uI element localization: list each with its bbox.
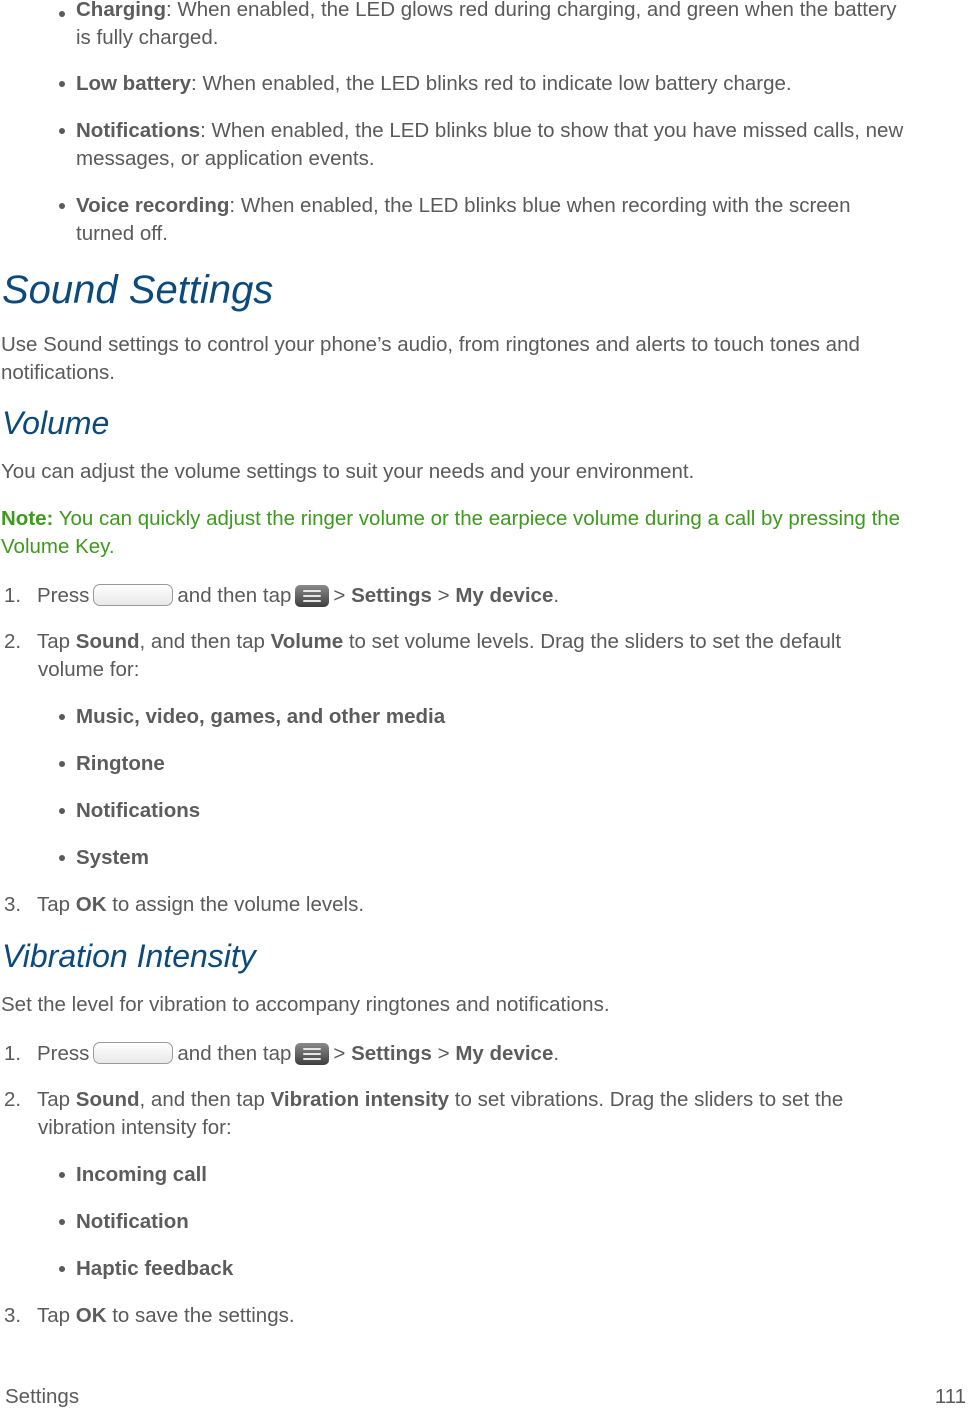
step-gt: > [333,1042,346,1065]
step-settings: Settings [351,1042,432,1065]
step-tap: Tap [37,630,71,653]
bullet-text: : When enabled, the LED blinks blue when recording with the screen [229,194,851,217]
section-title-sound-settings: Sound Settings [2,268,274,312]
step-gt: > [333,584,346,607]
step-mid: , and then tap [139,1088,265,1111]
bullet-notifications [76,117,903,145]
volume-step-2-cont: volume for: [38,658,140,681]
step-period: . [553,1042,560,1065]
menu-key-icon [295,1043,329,1065]
step-press: Press [37,1042,90,1065]
step-number: 2. [4,1088,22,1111]
bullet-text: : When enabled, the LED blinks red to indicate low battery charge. [191,72,792,95]
bullet-term: Low battery [76,72,192,95]
step-mid: , and then tap [139,630,265,653]
bullet-dot-icon [59,1266,65,1272]
volume-item-media: Music, video, games, and other media [76,705,446,728]
bullet-dot-icon [59,81,65,87]
bullet-term: Notifications [76,119,201,142]
bullet-dot-icon [59,714,65,720]
bullet-dot-icon [59,1172,65,1178]
volume-item-ringtone: Ringtone [76,752,165,775]
footer-section-name: Settings [5,1385,80,1408]
bullet-text-cont: messages, or application events. [76,147,375,170]
bullet-term: Charging [76,0,166,21]
home-key-icon [93,584,173,606]
step-sound: Sound [75,1088,140,1111]
step-my-device: My device [455,584,554,607]
bullet-charging [76,0,896,24]
step-ok: OK [75,893,107,916]
footer-page-number: 111 [934,1385,966,1408]
volume-item-system: System [76,846,149,869]
step-press: Press [37,584,90,607]
sound-description-cont: notifications. [1,361,115,384]
step-rest: to set vibrations. Drag the sliders to set the [449,1088,844,1111]
bullet-dot-icon [59,855,65,861]
bullet-dot-icon [59,11,65,17]
note-label: Note: [1,507,54,530]
step-tap: Tap [37,1088,71,1111]
step-number: 3. [4,893,22,916]
volume-item-notifications: Notifications [76,799,201,822]
step-vibration-intensity: Vibration intensity [270,1088,450,1111]
step-gt: > [437,584,450,607]
bullet-dot-icon [59,128,65,134]
volume-note [1,505,900,533]
volume-description: You can adjust the volume settings to suit your needs and your environment. [1,460,695,483]
bullet-voice-recording [76,192,850,220]
step-rest: to set volume levels. Drag the sliders to set the default [343,630,842,653]
menu-key-icon [295,585,329,607]
home-key-icon [93,1042,173,1064]
step-gt: > [437,1042,450,1065]
bullet-dot-icon [59,808,65,814]
step-rest: to assign the volume levels. [106,893,365,916]
step-ok: OK [75,1304,107,1327]
vibration-step-2-cont: vibration intensity for: [38,1116,232,1139]
bullet-term: Voice recording [76,194,230,217]
vibration-item-incoming-call: Incoming call [76,1163,207,1186]
step-then: and then tap [177,1042,292,1065]
step-number: 3. [4,1304,22,1327]
step-tap: Tap [37,893,71,916]
subsection-title-volume: Volume [2,405,110,441]
step-tap: Tap [37,1304,71,1327]
step-number: 1. [4,584,22,607]
step-my-device: My device [455,1042,554,1065]
bullet-dot-icon [59,761,65,767]
step-number: 2. [4,630,22,653]
step-number: 1. [4,1042,22,1065]
step-sound: Sound [75,630,140,653]
step-volume: Volume [270,630,344,653]
note-text: You can quickly adjust the ringer volume or the earpiece volume during a call by pressing the [53,507,901,530]
subsection-title-vibration-intensity: Vibration Intensity [2,938,256,974]
sound-description: Use Sound settings to control your phone’s audio, from ringtones and alerts to touch tones and [1,333,860,356]
step-then: and then tap [177,584,292,607]
step-rest: to save the settings. [106,1304,295,1327]
vibration-item-haptic-feedback: Haptic feedback [76,1257,234,1280]
bullet-text: : When enabled, the LED blinks blue to show that you have missed calls, new [200,119,904,142]
bullet-text-cont: turned off. [76,222,168,245]
step-period: . [553,584,560,607]
bullet-low-battery [76,70,792,98]
bullet-dot-icon [59,203,65,209]
step-settings: Settings [351,584,432,607]
bullet-text: : When enabled, the LED glows red during charging, and green when the battery [165,0,897,21]
vibration-item-notification: Notification [76,1210,189,1233]
bullet-dot-icon [59,1219,65,1225]
vibration-description: Set the level for vibration to accompany ringtones and notifications. [1,993,610,1016]
volume-note-cont: Volume Key. [1,535,115,558]
bullet-text-cont: is fully charged. [76,26,219,49]
